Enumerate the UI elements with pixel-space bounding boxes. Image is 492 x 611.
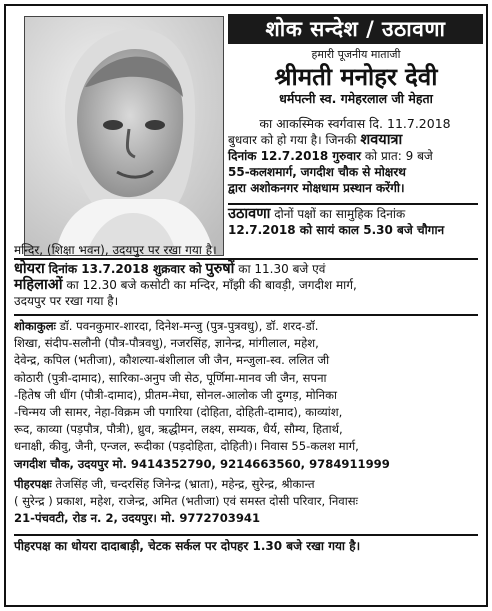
deceased-name: श्रीमती मनोहर देवी [274, 63, 438, 91]
funeral-date: दिनांक 12.7.2018 गुरुवार [228, 149, 362, 163]
mourners-label: शोकाकुलः [14, 319, 56, 333]
mourners-line: शिखा, संदीप-सलौनी (पौत्र-पौत्रवधु), नजरसिंह, ज्ञानेन्द्र, मांगीलाल, महेश, [14, 336, 319, 351]
uthavna-line-2: 12.7.2018 को सायं काल 5.30 बजे चौगान [228, 223, 445, 237]
funeral-line-1 [228, 132, 482, 148]
women-label: महिलाओं [14, 277, 63, 293]
intro-text: हमारी पूजनीय माताजी [311, 48, 401, 61]
divider [228, 203, 478, 205]
death-day-text: बुधवार को हो गया है। जिनकी [228, 133, 357, 147]
funeral-start: जगदीश चौक से मोक्षरथ [300, 165, 406, 179]
peehar-block [14, 476, 482, 528]
notice-frame [4, 4, 488, 607]
peehar-label: पीहरपक्षः [14, 477, 52, 491]
uthavna-venue: मन्दिर, (शिक्षा भवन), उदयपुर पर रखा गया है। [14, 243, 217, 257]
dhoyra-line-3: उदयपुर पर रखा गया है। [14, 294, 119, 308]
funeral-line-2 [228, 148, 482, 164]
mourners-line: जगदीश चौक, उदयपुर मो. 9414352790, 9214663560, 9784911999 [14, 456, 390, 471]
mourners-line: -हितेष जी धींग (पौत्री-दामाद), प्रीतम-मेघा, सोनल-आलोक जी दुग्गड़, मोनिका [14, 387, 338, 402]
death-announcement [228, 116, 482, 196]
death-date-line: का आकस्मिक स्वर्गवास दि. 11.7.2018 [259, 116, 451, 131]
men-label: पुरुषों [205, 261, 235, 277]
mourners-block [14, 318, 482, 473]
funeral-address: 55-कलशमार्ग, [228, 165, 297, 179]
dhoyra-block [14, 261, 482, 309]
peehar-line [14, 476, 482, 493]
peehar-text: तेजसिंह जी, चन्दरसिंह जिनेन्द्र (भ्राता), महेन्द्र, सुरेन्द्र, श्रीकान्त [55, 477, 315, 491]
peehar-line: ( सुरेन्द्र ) प्रकाश, महेश, राजेन्द्र, अमित (भतीजा) एवं समस्त दोसी परिवार, निवासः [14, 494, 358, 509]
mourners-line: कोठारी (पुत्री-दामाद), सारिका-अनुप जी सेठ, पूर्णिमा-मानव जी जैन, सपना [14, 370, 327, 385]
uthavna-label: उठावणा [228, 206, 271, 222]
men-time: का 11.30 बजे एवं [238, 262, 326, 276]
funeral-line-4: द्वारा अशोकनगर मोक्षधाम प्रस्थान करेंगी। [228, 181, 405, 195]
funeral-time: को प्रात: 9 बजे [364, 149, 433, 163]
mourners-line: -चिन्मय जी सामर, नेहा-विक्रम जी पगारिया (दोहिता, दोहिती-दामाद), काव्यांश, [14, 405, 343, 420]
uthavna-text: दोनों पक्षों का सामुहिक दिनांक [274, 207, 406, 221]
mourners-line: धनाक्षी, कीवु, जैनी, एन्जल, रूदीका (पड़दोहिता, दोहिती)। निवास 55-कलश मार्ग, [14, 439, 359, 454]
portrait-image [25, 17, 224, 256]
divider [14, 314, 478, 316]
notice-title [228, 14, 483, 44]
dhoyra-line-2 [14, 277, 482, 293]
dhoyra-date: दिनांक 13.7.2018 शुक्रवार को [48, 262, 202, 276]
dhoyra-line-1 [14, 261, 482, 277]
mourners-line: देवेन्द्र, कपिल (भतीजा), कौशल्या-बंशीलाल जी जैन, मन्जुला-स्व. ललित जी [14, 353, 330, 368]
peehar-line: 21-पंचवटी, रोड न. 2, उदयपुर। मो. 9772703941 [14, 511, 261, 526]
women-time-venue: का 12.30 बजे कसोटी का मन्दिर, माँझी की बावड़ी, जगदीश मार्ग, [66, 278, 357, 292]
mourners-line: रूद, काव्या (पड़पौत्र, पौत्री), ध्रुव, ऋद्धीमन, लक्ष्य, सम्यक, धैर्य, सौम्य, हितार्थ, [14, 422, 343, 437]
divider [14, 258, 478, 260]
footer-note: पीहरपक्ष का धोयरा दादाबाड़ी, चेटक सर्कल पर दोपहर 1.30 बजे रखा गया है। [14, 539, 361, 553]
uthavna-block [228, 206, 482, 238]
notice-intro-block [230, 47, 482, 106]
uthavna-line-1 [228, 206, 482, 222]
husband-line: धर्मपत्नी स्व. गमेहरलाल जी मेहता [279, 91, 433, 106]
mourners-line [14, 318, 482, 335]
mourners-text: डॉ. पवनकुमार-शारदा, दिनेश-मन्जु (पुत्र-पुत्रवधु), डॉ. शरद-डॉ. [59, 319, 319, 333]
portrait-photo [24, 16, 224, 256]
dhoyra-label: धोयरा [14, 261, 45, 277]
funeral-line-3 [228, 164, 482, 180]
shavyatra-label: शवयात्रा [360, 132, 403, 148]
title-text: शोक सन्देश / उठावणा [265, 17, 446, 41]
divider [14, 534, 478, 536]
